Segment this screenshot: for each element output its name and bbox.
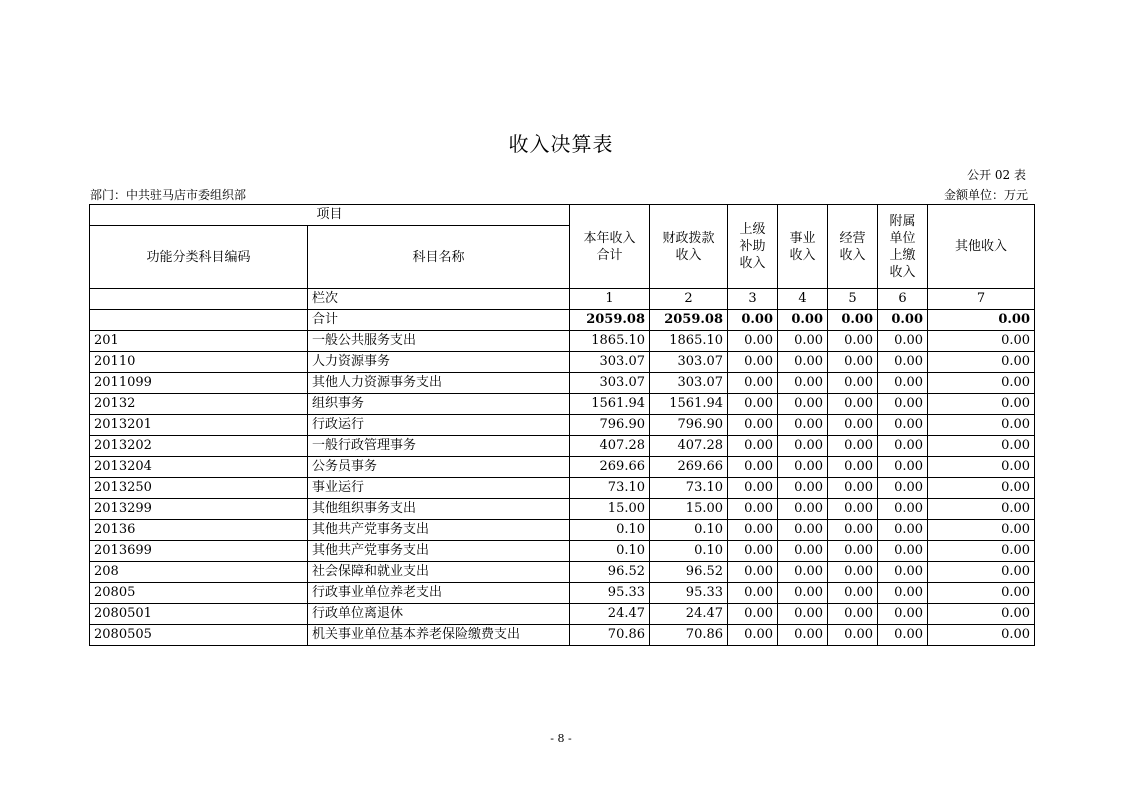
row-value: 0.00 (928, 373, 1035, 394)
row-value: 0.00 (878, 583, 928, 604)
row-value: 24.47 (650, 604, 728, 625)
row-name: 其他共产党事务支出 (308, 520, 570, 541)
column-number-row (90, 289, 1035, 310)
header-other: 其他收入 (928, 205, 1035, 289)
column-number-label: 栏次 (308, 289, 570, 310)
row-code: 2080505 (90, 625, 308, 646)
row-value: 0.00 (928, 625, 1035, 646)
row-name: 组织事务 (308, 394, 570, 415)
row-value: 15.00 (570, 499, 650, 520)
row-name: 行政运行 (308, 415, 570, 436)
total-value: 0.00 (878, 310, 928, 331)
table-row (90, 478, 1035, 499)
row-code: 201 (90, 331, 308, 352)
row-value: 0.00 (878, 352, 928, 373)
row-value: 0.00 (828, 499, 878, 520)
row-value: 1561.94 (570, 394, 650, 415)
row-value: 0.00 (728, 541, 778, 562)
table-row (90, 541, 1035, 562)
header-code: 功能分类科目编码 (90, 226, 308, 289)
row-value: 0.00 (778, 499, 828, 520)
row-value: 0.00 (828, 373, 878, 394)
row-value: 0.10 (570, 520, 650, 541)
total-value: 0.00 (828, 310, 878, 331)
row-code: 20805 (90, 583, 308, 604)
row-value: 0.00 (728, 436, 778, 457)
row-value: 0.00 (878, 331, 928, 352)
header-superior (728, 205, 778, 289)
page-title: 收入决算表 (508, 132, 614, 156)
row-value: 0.00 (778, 625, 828, 646)
table-row (90, 352, 1035, 373)
row-value: 0.00 (778, 520, 828, 541)
row-value: 796.90 (570, 415, 650, 436)
total-row-blank (90, 310, 308, 331)
row-value: 0.00 (828, 331, 878, 352)
row-value: 0.00 (728, 415, 778, 436)
column-number: 4 (778, 289, 828, 310)
row-value: 24.47 (570, 604, 650, 625)
row-value: 0.00 (828, 394, 878, 415)
row-value: 269.66 (570, 457, 650, 478)
row-value: 96.52 (650, 562, 728, 583)
column-number: 6 (878, 289, 928, 310)
row-name: 社会保障和就业支出 (308, 562, 570, 583)
row-value: 0.00 (828, 457, 878, 478)
row-code: 2013202 (90, 436, 308, 457)
row-value: 0.00 (728, 604, 778, 625)
row-value: 0.00 (728, 625, 778, 646)
header-affiliated (878, 205, 928, 289)
row-value: 0.00 (928, 499, 1035, 520)
row-name: 公务员事务 (308, 457, 570, 478)
row-code: 2013201 (90, 415, 308, 436)
table-row (90, 415, 1035, 436)
column-number: 3 (728, 289, 778, 310)
row-value: 0.00 (778, 415, 828, 436)
row-value: 0.00 (878, 415, 928, 436)
table-row (90, 604, 1035, 625)
row-value: 0.00 (828, 604, 878, 625)
row-value: 303.07 (570, 373, 650, 394)
table-row (90, 625, 1035, 646)
column-number: 1 (570, 289, 650, 310)
header-total (570, 205, 650, 289)
unit-label: 金额单位：万元 (943, 188, 1028, 202)
total-label: 合计 (308, 310, 570, 331)
row-value: 0.00 (928, 583, 1035, 604)
table-row (90, 331, 1035, 352)
row-value: 0.00 (878, 373, 928, 394)
row-value: 0.00 (828, 478, 878, 499)
row-value: 0.00 (778, 436, 828, 457)
row-value: 73.10 (570, 478, 650, 499)
row-value: 73.10 (650, 478, 728, 499)
row-value: 0.00 (928, 457, 1035, 478)
column-number: 7 (928, 289, 1035, 310)
row-value: 0.10 (650, 520, 728, 541)
row-value: 0.00 (928, 436, 1035, 457)
row-code: 2013699 (90, 541, 308, 562)
row-value: 70.86 (650, 625, 728, 646)
row-value: 0.00 (778, 457, 828, 478)
row-value: 0.00 (878, 625, 928, 646)
row-value: 1561.94 (650, 394, 728, 415)
row-value: 0.00 (928, 604, 1035, 625)
row-name: 一般公共服务支出 (308, 331, 570, 352)
row-code: 2013299 (90, 499, 308, 520)
row-value: 0.00 (728, 499, 778, 520)
row-value: 0.00 (778, 478, 828, 499)
row-value: 0.00 (728, 457, 778, 478)
row-value: 0.00 (728, 562, 778, 583)
row-value: 0.00 (928, 394, 1035, 415)
row-name: 行政单位离退休 (308, 604, 570, 625)
column-number: 2 (650, 289, 728, 310)
table-row (90, 394, 1035, 415)
row-value: 0.00 (778, 394, 828, 415)
header-affiliated-label: 附属单位上缴收入 (889, 213, 916, 280)
row-value: 303.07 (650, 373, 728, 394)
row-value: 0.00 (728, 352, 778, 373)
table-row (90, 457, 1035, 478)
row-value: 0.00 (928, 541, 1035, 562)
row-value: 303.07 (650, 352, 728, 373)
row-value: 407.28 (650, 436, 728, 457)
row-code: 2013250 (90, 478, 308, 499)
row-name: 人力资源事务 (308, 352, 570, 373)
row-name: 一般行政管理事务 (308, 436, 570, 457)
row-value: 0.00 (878, 478, 928, 499)
department-label: 部门：中共驻马店市委组织部 (90, 188, 247, 202)
row-value: 0.00 (828, 436, 878, 457)
header-project: 项目 (90, 205, 570, 226)
row-value: 0.00 (828, 541, 878, 562)
column-number: 5 (828, 289, 878, 310)
row-value: 0.00 (878, 394, 928, 415)
row-value: 0.00 (878, 541, 928, 562)
form-number: 公开 02 表 (967, 168, 1026, 182)
row-value: 796.90 (650, 415, 728, 436)
row-value: 0.00 (878, 562, 928, 583)
row-value: 0.00 (728, 394, 778, 415)
row-value: 95.33 (650, 583, 728, 604)
header-fiscal-label: 财政拨款收入 (662, 230, 715, 263)
row-value: 0.00 (778, 604, 828, 625)
header-fiscal (650, 205, 728, 289)
row-value: 0.00 (728, 478, 778, 499)
row-name: 其他人力资源事务支出 (308, 373, 570, 394)
row-value: 0.00 (928, 520, 1035, 541)
table-row (90, 520, 1035, 541)
row-value: 0.00 (728, 373, 778, 394)
header-superior-label: 上级补助收入 (739, 222, 766, 271)
row-value: 0.00 (878, 499, 928, 520)
row-value: 0.00 (778, 541, 828, 562)
row-value: 0.00 (828, 562, 878, 583)
row-value: 0.00 (928, 562, 1035, 583)
row-value: 0.00 (778, 562, 828, 583)
row-value: 1865.10 (650, 331, 728, 352)
row-value: 0.00 (878, 436, 928, 457)
row-value: 0.00 (828, 583, 878, 604)
total-value: 2059.08 (570, 310, 650, 331)
row-value: 0.00 (828, 625, 878, 646)
row-value: 95.33 (570, 583, 650, 604)
row-value: 0.00 (878, 520, 928, 541)
row-value: 0.10 (570, 541, 650, 562)
page-number: - 8 - (550, 732, 572, 745)
income-table (89, 204, 1035, 646)
row-value: 0.00 (878, 604, 928, 625)
row-value: 0.00 (728, 583, 778, 604)
row-name: 其他组织事务支出 (308, 499, 570, 520)
row-value: 0.00 (828, 415, 878, 436)
row-value: 0.00 (778, 373, 828, 394)
row-value: 0.00 (728, 520, 778, 541)
row-value: 0.10 (650, 541, 728, 562)
header-business (778, 205, 828, 289)
row-name: 行政事业单位养老支出 (308, 583, 570, 604)
row-name: 其他共产党事务支出 (308, 541, 570, 562)
row-value: 0.00 (878, 457, 928, 478)
total-value: 2059.08 (650, 310, 728, 331)
total-value: 0.00 (728, 310, 778, 331)
row-code: 20132 (90, 394, 308, 415)
row-code: 2080501 (90, 604, 308, 625)
header-operating (828, 205, 878, 289)
header-business-label: 事业收入 (789, 230, 816, 263)
row-value: 0.00 (778, 352, 828, 373)
total-row (90, 310, 1035, 331)
row-value: 0.00 (928, 415, 1035, 436)
total-value: 0.00 (778, 310, 828, 331)
table-row (90, 499, 1035, 520)
row-code: 2011099 (90, 373, 308, 394)
row-value: 96.52 (570, 562, 650, 583)
table-row (90, 436, 1035, 457)
row-value: 303.07 (570, 352, 650, 373)
row-value: 0.00 (828, 520, 878, 541)
table-row (90, 583, 1035, 604)
row-code: 20136 (90, 520, 308, 541)
row-value: 1865.10 (570, 331, 650, 352)
row-value: 0.00 (928, 331, 1035, 352)
row-value: 0.00 (728, 331, 778, 352)
row-value: 0.00 (928, 352, 1035, 373)
row-value: 70.86 (570, 625, 650, 646)
row-code: 2013204 (90, 457, 308, 478)
row-value: 0.00 (828, 352, 878, 373)
row-code: 208 (90, 562, 308, 583)
row-name: 事业运行 (308, 478, 570, 499)
row-value: 0.00 (928, 478, 1035, 499)
row-value: 0.00 (778, 331, 828, 352)
header-operating-label: 经营收入 (839, 230, 866, 263)
row-value: 0.00 (778, 583, 828, 604)
header-name: 科目名称 (308, 226, 570, 289)
row-name: 机关事业单位基本养老保险缴费支出 (308, 625, 570, 646)
row-code: 20110 (90, 352, 308, 373)
column-number-blank (90, 289, 308, 310)
row-value: 15.00 (650, 499, 728, 520)
table-row (90, 373, 1035, 394)
header-total-label: 本年收入合计 (583, 230, 636, 263)
header-row-top (90, 205, 1035, 226)
row-value: 407.28 (570, 436, 650, 457)
table-row (90, 562, 1035, 583)
total-value: 0.00 (928, 310, 1035, 331)
row-value: 269.66 (650, 457, 728, 478)
